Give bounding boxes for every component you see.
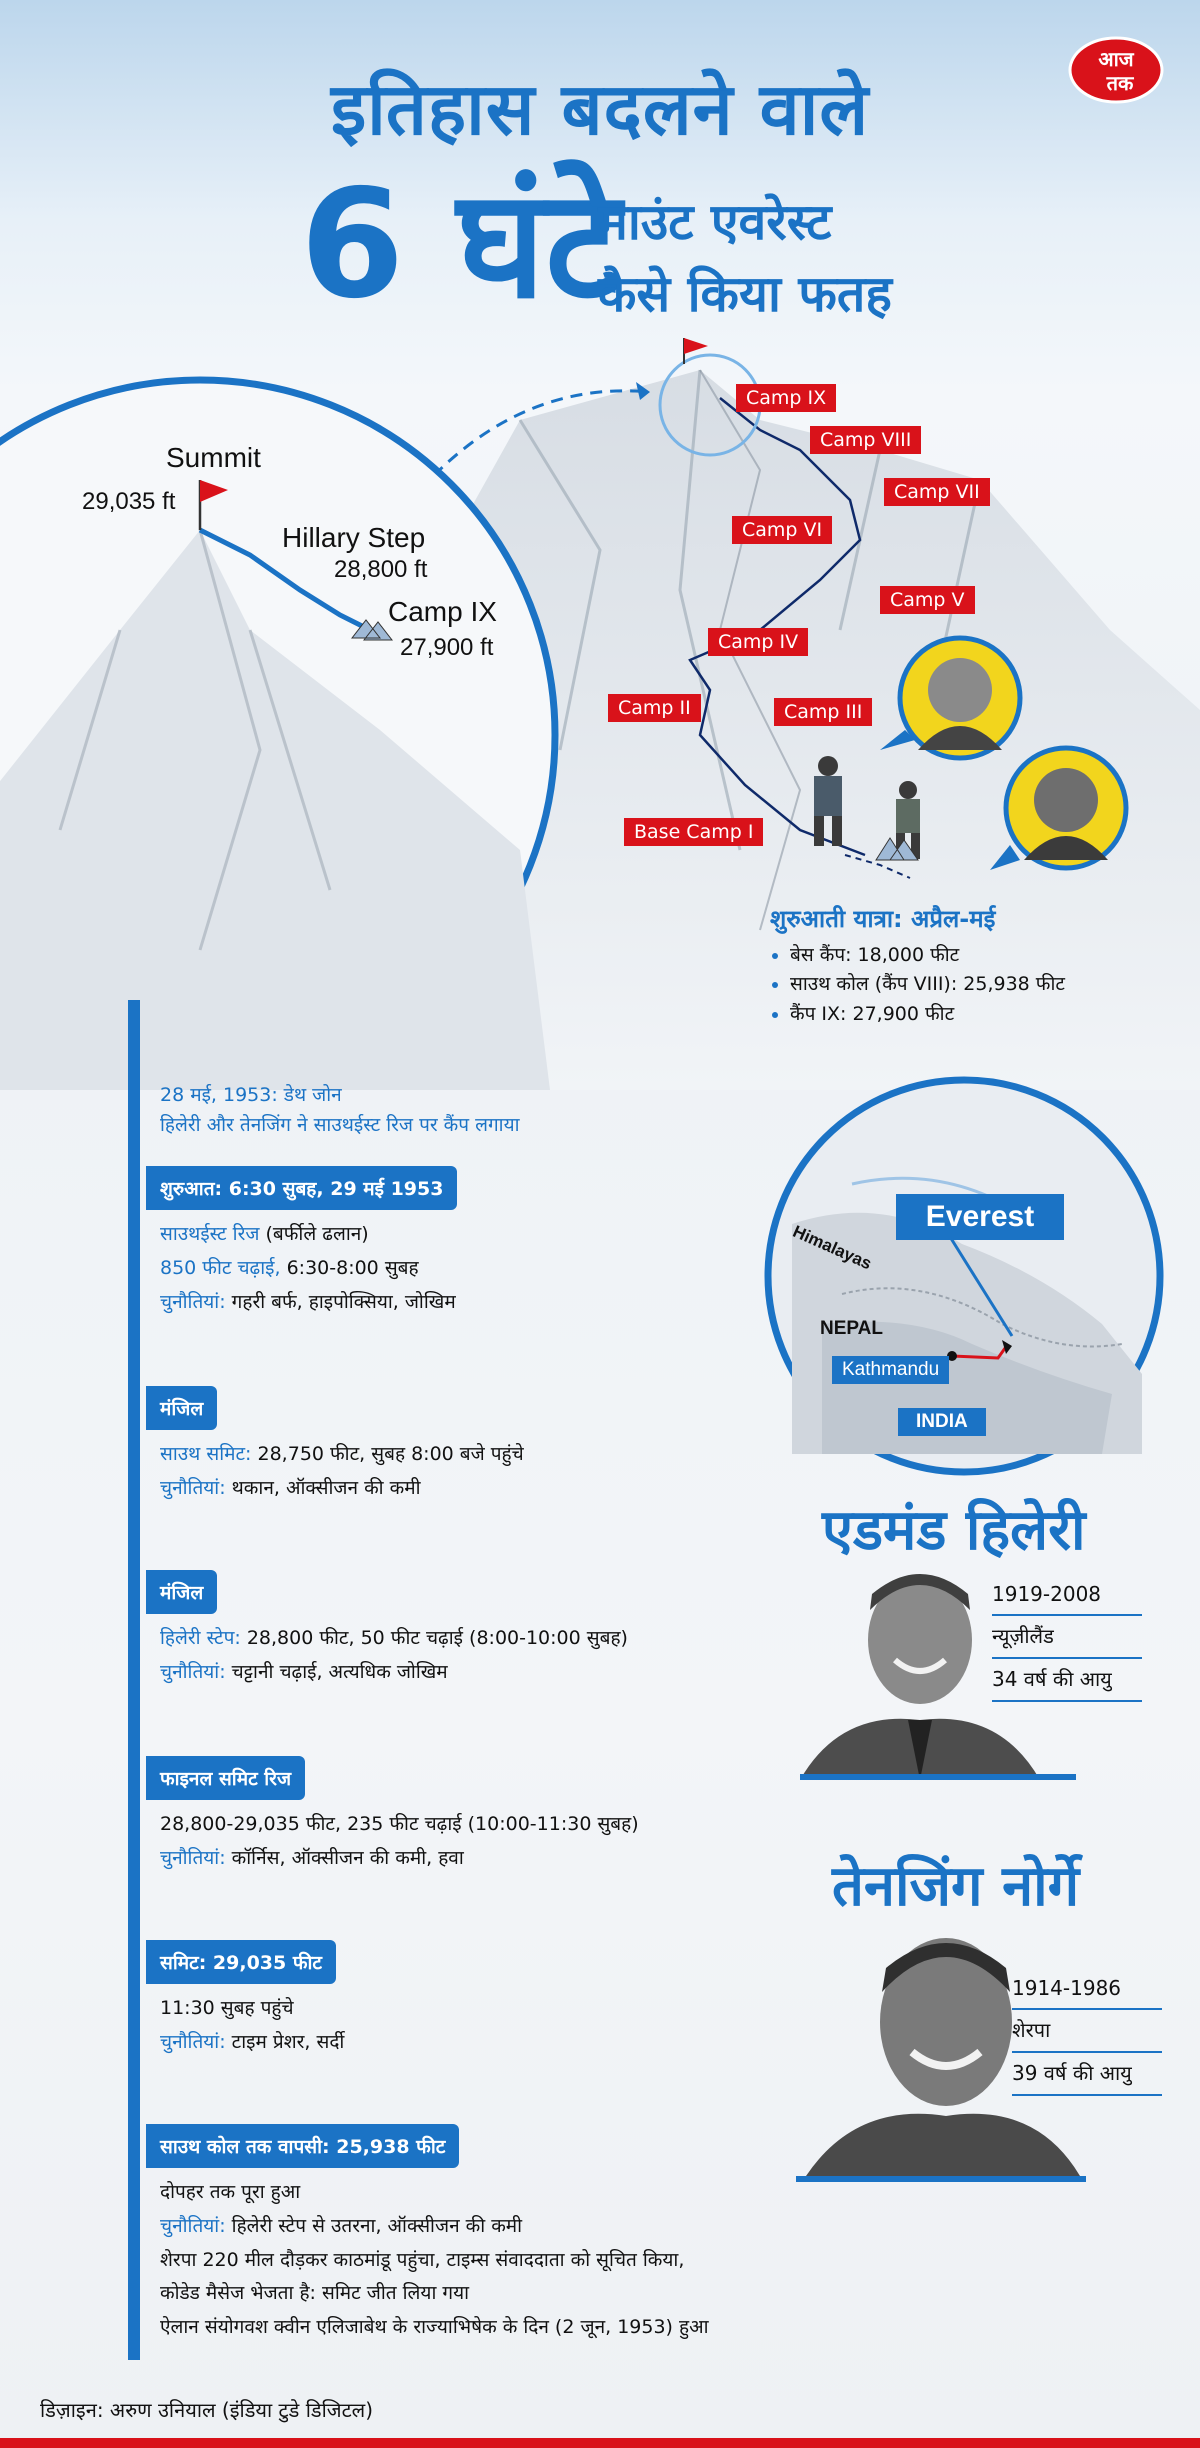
title-line-1: इतिहास बदलने वाले [330, 67, 870, 151]
hillary-country: न्यूज़ीलैंड [992, 1616, 1142, 1659]
hillary-age: 34 वर्ष की आयु [992, 1659, 1142, 1702]
nepal-label: NEPAL [820, 1318, 883, 1339]
journey-item: • साउथ कोल (कैंप VIII): 25,938 फीट [790, 970, 1065, 999]
timeline-line [128, 1000, 140, 2360]
early-journey-title: शुरुआती यात्रा: अप्रैल-मई [770, 905, 996, 933]
timeline-section-start: शुरुआत: 6:30 सुबह, 29 मई 1953 साउथईस्ट रिज (बर्फीले ढलान) 850 फीट चढ़ाई, 6:30-8:00 सुबह चुनौतियां: गहरी बर्फ, हाइपोक्सिया, जोखिम [146, 1166, 786, 1319]
section-tab: साउथ कोल तक वापसी: 25,938 फीट [146, 2124, 459, 2168]
svg-text:आज: आज [1098, 47, 1134, 71]
svg-text:तक: तक [1106, 71, 1134, 95]
camp-ii-tag: Camp II [608, 694, 701, 722]
design-credit: डिज़ाइन: अरुण उनियाल (इंडिया टुडे डिजिटल) [40, 2398, 374, 2422]
everest-map-label: Everest [896, 1194, 1064, 1240]
section-tab: मंजिल [146, 1386, 217, 1430]
hillary-bio [992, 1576, 1142, 1702]
intro-date: 28 मई, 1953: डेथ जोन [160, 1084, 342, 1106]
title-big-number: 6 घंटे [300, 158, 621, 332]
camp-iii-tag: Camp III [774, 698, 872, 726]
camp-ix-tag: Camp IX [736, 384, 836, 412]
tenzing-name: तेनजिंग नोर्गे [832, 1854, 1080, 1919]
hillary-years: 1919-2008 [992, 1576, 1142, 1616]
tenzing-age: 39 वर्ष की आयु [1012, 2053, 1162, 2096]
section-tab: समिट: 29,035 फीट [146, 1940, 336, 1984]
kathmandu-label: Kathmandu [832, 1356, 949, 1384]
timeline-intro [160, 1080, 520, 1141]
hillary-name: एडमंड हिलेरी [822, 1498, 1086, 1563]
summit-label: Summit [166, 442, 261, 473]
hillary-step-elevation: 28,800 ft [334, 556, 428, 583]
camp-viii-tag: Camp VIII [810, 426, 921, 454]
summit-elevation: 29,035 ft [82, 488, 176, 515]
camp9-zoom-elevation: 27,900 ft [400, 634, 494, 661]
section-tab: शुरुआत: 6:30 सुबह, 29 मई 1953 [146, 1166, 457, 1210]
section-tab: फाइनल समिट रिज [146, 1756, 305, 1800]
subtitle-line-2: कैसे किया फतह [598, 265, 892, 323]
early-journey-box [770, 902, 1065, 1029]
camp-vii-tag: Camp VII [884, 478, 990, 506]
camp-iv-tag: Camp IV [708, 628, 808, 656]
footer-bar [0, 2438, 1200, 2448]
journey-item: • कैंप IX: 27,900 फीट [790, 1000, 1065, 1029]
camp-v-tag: Camp V [880, 586, 975, 614]
section-tab: मंजिल [146, 1570, 217, 1614]
timeline-section-summit: समिट: 29,035 फीट 11:30 सुबह पहुंचे चुनौतियां: टाइम प्रेशर, सर्दी [146, 1940, 786, 2060]
hillary-step-label: Hillary Step [282, 522, 426, 553]
india-label: INDIA [898, 1408, 986, 1436]
base-camp-tag: Base Camp I [624, 818, 763, 846]
himalayas-label: Himalayas [789, 1221, 875, 1274]
timeline-section-hillary-step: मंजिल हिलेरी स्टेप: 28,800 फीट, 50 फीट चढ़ाई (8:00-10:00 सुबह) चुनौतियां: चट्टानी चढ़ाई, अत्यधिक जोखिम [146, 1570, 786, 1690]
tenzing-years: 1914-1986 [1012, 1970, 1162, 2010]
journey-item: • बेस कैंप: 18,000 फीट [790, 941, 1065, 970]
timeline-section-return: साउथ कोल तक वापसी: 25,938 फीट दोपहर तक पूरा हुआ चुनौतियां: हिलेरी स्टेप से उतरना, ऑक्सीजन की कमी शेरपा 220 मील दौड़कर काठमांडू पहुंचा, टाइम्स संवाददाता को सूचित किया, कोडेड मैसेज भेजता है: समिट जीत लिया गया ऐलान संयोगवश क्वीन एलिजाबेथ के राज्याभिषेक के दिन (2 जून, 1953) हुआ [146, 2124, 786, 2345]
tenzing-role: शेरपा [1012, 2010, 1162, 2053]
camp-vi-tag: Camp VI [732, 516, 832, 544]
intro-text: हिलेरी और तेनजिंग ने साउथईस्ट रिज पर कैंप लगाया [160, 1114, 520, 1137]
subtitle-line-1: माउंट एवरेस्ट [598, 193, 832, 251]
timeline-section-final-ridge: फाइनल समिट रिज 28,800-29,035 फीट, 235 फीट चढ़ाई (10:00-11:30 सुबह) चुनौतियां: कॉर्निस, ऑक्सीजन की कमी, हवा [146, 1756, 786, 1876]
aaj-tak-logo[interactable] [1068, 30, 1164, 104]
tenzing-bio [1012, 1970, 1162, 2096]
timeline-section-south-summit: मंजिल साउथ समिट: 28,750 फीट, सुबह 8:00 बजे पहुंचे चुनौतियां: थकान, ऑक्सीजन की कमी [146, 1386, 786, 1506]
camp9-zoom-label: Camp IX [388, 596, 497, 627]
